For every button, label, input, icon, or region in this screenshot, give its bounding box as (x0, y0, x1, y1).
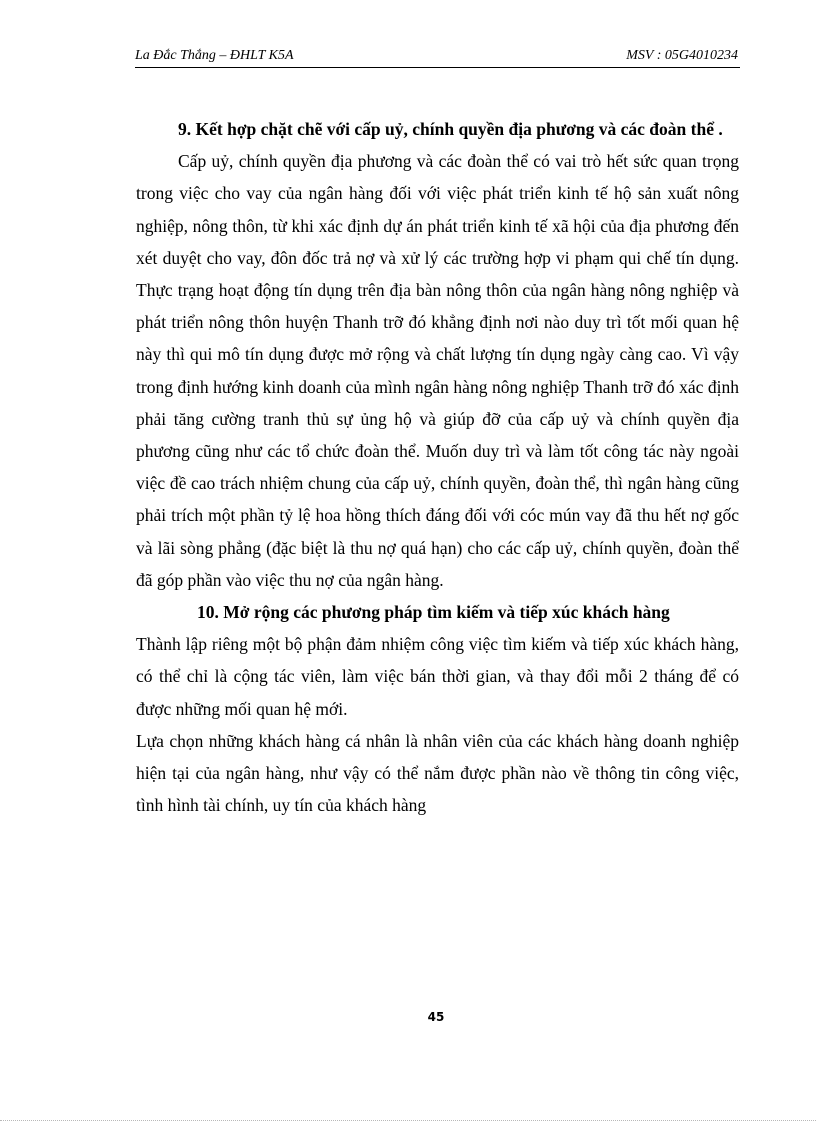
section-10-paragraph-1: Thành lập riêng một bộ phận đảm nhiệm công việc tìm kiếm và tiếp xúc khách hàng, có thể chỉ là cộng tác viên, làm việc bán thời gian, và thay đổi mỗi 2 tháng để có được những mối quan hệ mới. (136, 634, 739, 719)
header-author: La Đắc Thắng – ĐHLT K5A (135, 48, 294, 63)
header-student-id: MSV : 05G4010234 (626, 48, 738, 63)
page-number: 45 (427, 1010, 445, 1024)
page-bottom-border (0, 1120, 816, 1121)
section-10-paragraph-2: Lựa chọn những khách hàng cá nhân là nhân viên của các khách hàng doanh nghiệp hiện tại của ngân hàng, như vậy có thể nắm được phần nào về thông tin công việc, tình hình tài chính, uy tín của khách hàng (136, 730, 739, 816)
document-body (136, 113, 739, 821)
section-9-paragraph: Cấp uỷ, chính quyền địa phương và các đoàn thể có vai trò hết sức quan trọng trong việc cho vay của ngân hàng đối với việc phát triển kinh tế hộ sản xuất nông nghiệp, nông thôn, từ khi xác định dự án phát triển kinh tế xã hội của địa phương đến xét duyệt cho vay, đôn đốc trả nợ và xử lý các trường hợp vi phạm qui chế tín dụng. Thực trạng hoạt động tín dụng trên địa bàn nông thôn của ngân hàng nông nghiệp và phát triển nông thôn huyện Thanh trỡ đó khẳng định nơi nào duy trì tốt mối quan hệ này thì qui mô tín dụng được mở rộng và chất lượng tín dụng ngày càng cao. Vì vậy trong định hướng kinh doanh của mình ngân hàng nông nghiệp Thanh trỡ đó xác định phải tăng cường tranh thủ sự ủng hộ và giúp đỡ của cấp uỷ và chính quyền địa phương cũng như các tổ chức đoàn thể. Muốn duy trì và làm tốt công tác này ngoài việc đề cao trách nhiệm chung của cấp uỷ, chính quyền, đoàn thể, thì ngân hàng cũng phải trích một phần tỷ lệ hoa hồng thích đáng đối với cóc mún vay đã thu hết nợ gốc và lãi sòng phẳng (đặc biệt là thu nợ quá hạn) cho các cấp uỷ, chính quyền, đoàn thể đã góp phần vào việc thu nợ của ngân hàng. (136, 151, 739, 590)
section-9-heading: 9. Kết hợp chặt chẽ với cấp uỷ, chính quyền địa phương và các đoàn thể . (178, 119, 723, 139)
page-header (135, 47, 740, 67)
section-10-heading: 10. Mở rộng các phương pháp tìm kiếm và tiếp xúc khách hàng (197, 602, 670, 623)
header-divider (135, 67, 740, 68)
